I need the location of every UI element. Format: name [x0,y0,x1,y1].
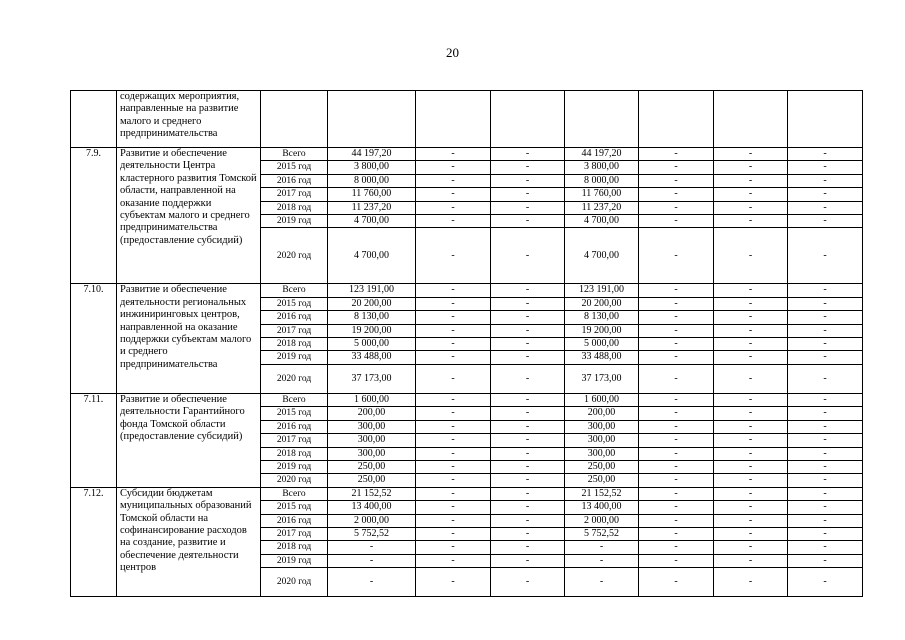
value-cell: - [416,311,491,324]
measure-name: Субсидии бюджетам муниципальных образований Томской области на софинансирование расходов на создание, развитие и обеспечение деятельности центров [117,487,261,596]
value-cell: - [714,420,788,433]
value-cell: - [639,324,714,337]
value-cell: - [416,541,491,554]
value-cell: - [491,554,565,567]
value-cell: - [416,407,491,420]
year-cell: 2015 год [261,501,328,514]
value-cell: - [788,284,863,297]
value-cell: - [416,284,491,297]
value-cell: 8 130,00 [565,311,639,324]
year-cell: Всего [261,284,328,297]
value-cell: - [491,188,565,201]
value-cell: 1 600,00 [328,393,416,406]
value-cell: - [714,568,788,597]
value-cell: - [491,474,565,487]
value-cell: - [491,148,565,161]
value-cell: - [639,568,714,597]
value-cell: - [639,460,714,473]
value-cell: 37 173,00 [328,364,416,393]
value-cell: - [491,407,565,420]
value-cell: - [565,541,639,554]
value-cell: - [416,215,491,228]
value-cell: - [714,201,788,214]
table-row [71,148,863,161]
value-cell: - [788,351,863,364]
value-cell: - [639,215,714,228]
table-row [71,284,863,297]
value-cell: - [491,161,565,174]
continuation-row [71,91,863,148]
year-cell: 2019 год [261,554,328,567]
value-cell: - [714,338,788,351]
year-cell: 2016 год [261,174,328,187]
value-cell: - [416,474,491,487]
value-cell: - [788,215,863,228]
value-cell: - [639,501,714,514]
value-cell: 8 000,00 [328,174,416,187]
value-cell: - [788,324,863,337]
value-cell: - [639,201,714,214]
value-cell: - [788,364,863,393]
value-cell: - [491,215,565,228]
value-cell: - [639,447,714,460]
value-cell: 20 200,00 [565,297,639,310]
value-cell: 44 197,20 [328,148,416,161]
value-cell: - [639,554,714,567]
value-cell: - [416,201,491,214]
value-cell: 5 000,00 [565,338,639,351]
value-cell: 8 130,00 [328,311,416,324]
value-cell: 250,00 [565,460,639,473]
value-cell: - [639,541,714,554]
value-cell: 4 700,00 [328,215,416,228]
value-cell: - [788,393,863,406]
value-cell: - [788,514,863,527]
year-cell: 2019 год [261,460,328,473]
value-cell: - [416,324,491,337]
value-cell: - [491,487,565,500]
value-cell: - [416,447,491,460]
value-cell: - [788,311,863,324]
value-cell: 300,00 [565,434,639,447]
value-cell: - [491,527,565,540]
value-cell: 3 800,00 [565,161,639,174]
value-cell: - [788,407,863,420]
value-cell: - [788,541,863,554]
value-cell: - [788,501,863,514]
value-cell: - [639,228,714,284]
value-cell: - [714,324,788,337]
value-cell: 250,00 [328,474,416,487]
year-cell: 2015 год [261,407,328,420]
value-cell: - [491,434,565,447]
value-cell: 44 197,20 [565,148,639,161]
value-cell: 300,00 [565,420,639,433]
value-cell: - [416,297,491,310]
value-cell: - [714,501,788,514]
value-cell: - [491,174,565,187]
year-cell: 2016 год [261,311,328,324]
value-cell: - [639,188,714,201]
value-cell: - [491,460,565,473]
value-cell: - [788,338,863,351]
value-cell: - [639,161,714,174]
value-cell: - [639,297,714,310]
value-cell: 11 237,20 [565,201,639,214]
value-cell: - [714,161,788,174]
value-cell: - [788,420,863,433]
value-cell: - [639,487,714,500]
budget-table [70,90,863,597]
measure-name: Развитие и обеспечение деятельности Гарантийного фонда Томской области (предоставление субсидий) [117,393,261,487]
value-cell: 4 700,00 [328,228,416,284]
value-cell: - [491,364,565,393]
year-cell: 2020 год [261,568,328,597]
value-cell: - [788,527,863,540]
section-number: 7.9. [71,148,117,284]
value-cell: - [714,434,788,447]
value-cell: - [416,393,491,406]
value-cell: 2 000,00 [565,514,639,527]
year-cell: 2019 год [261,351,328,364]
value-cell: - [639,474,714,487]
section-number: 7.12. [71,487,117,596]
value-cell: - [491,228,565,284]
value-cell: - [565,554,639,567]
year-cell: 2016 год [261,514,328,527]
value-cell: - [714,228,788,284]
value-cell: - [714,514,788,527]
value-cell: - [788,460,863,473]
year-cell: 2017 год [261,434,328,447]
value-cell: - [639,514,714,527]
table-row [71,393,863,406]
value-cell: 3 800,00 [328,161,416,174]
value-cell: - [491,501,565,514]
value-cell: 4 700,00 [565,228,639,284]
value-cell: 5 752,52 [565,527,639,540]
value-cell: 13 400,00 [328,501,416,514]
value-cell: - [491,393,565,406]
value-cell: 8 000,00 [565,174,639,187]
value-cell: - [491,541,565,554]
value-cell: - [714,215,788,228]
value-cell: - [416,568,491,597]
value-cell: 33 488,00 [328,351,416,364]
value-cell: - [416,228,491,284]
year-cell: 2017 год [261,324,328,337]
value-cell: - [416,420,491,433]
value-cell: - [491,201,565,214]
value-cell: 300,00 [328,420,416,433]
value-cell: - [491,568,565,597]
value-cell: - [491,297,565,310]
year-cell: 2015 год [261,161,328,174]
value-cell: 300,00 [328,447,416,460]
value-cell: - [714,527,788,540]
year-cell: Всего [261,393,328,406]
value-cell: - [639,174,714,187]
value-cell: - [416,364,491,393]
value-cell: - [416,487,491,500]
value-cell: - [714,393,788,406]
value-cell: - [328,541,416,554]
value-cell: - [714,474,788,487]
value-cell: - [788,568,863,597]
value-cell: 5 752,52 [328,527,416,540]
table-row [71,487,863,500]
value-cell: - [639,434,714,447]
value-cell: - [491,514,565,527]
value-cell: - [714,148,788,161]
value-cell: 11 760,00 [328,188,416,201]
value-cell: - [788,228,863,284]
value-cell: - [491,447,565,460]
value-cell: - [491,420,565,433]
value-cell: - [639,364,714,393]
value-cell: - [788,161,863,174]
value-cell: 1 600,00 [565,393,639,406]
year-cell: 2015 год [261,297,328,310]
value-cell: 250,00 [328,460,416,473]
value-cell: - [639,284,714,297]
value-cell: - [714,447,788,460]
year-cell: 2017 год [261,527,328,540]
year-cell: 2019 год [261,215,328,228]
value-cell: 2 000,00 [328,514,416,527]
value-cell: 37 173,00 [565,364,639,393]
value-cell: - [788,148,863,161]
year-cell: 2018 год [261,201,328,214]
value-cell: - [416,514,491,527]
value-cell: 19 200,00 [328,324,416,337]
value-cell: - [714,174,788,187]
year-cell: 2020 год [261,474,328,487]
value-cell: - [788,487,863,500]
year-cell: 2020 год [261,364,328,393]
value-cell: - [639,351,714,364]
value-cell: - [639,420,714,433]
measure-name: Развитие и обеспечение деятельности региональных инжиниринговых центров, направленной на оказание поддержки субъектам малого и среднего предпринимательства [117,284,261,393]
measure-name-cell: содержащих мероприятия, направленные на развитие малого и среднего предпринимательства [117,91,261,148]
value-cell: - [639,393,714,406]
value-cell: 19 200,00 [565,324,639,337]
value-cell: 11 237,20 [328,201,416,214]
value-cell: 20 200,00 [328,297,416,310]
value-cell: - [714,284,788,297]
value-cell: - [639,311,714,324]
value-cell: - [416,161,491,174]
value-cell: - [416,351,491,364]
num-cell [71,91,117,148]
value-cell: 13 400,00 [565,501,639,514]
value-cell: 123 191,00 [328,284,416,297]
year-cell: 2016 год [261,420,328,433]
table-body [71,91,863,597]
value-cell: 250,00 [565,474,639,487]
value-cell: - [491,338,565,351]
value-cell: - [639,338,714,351]
value-cell: - [714,311,788,324]
value-cell: - [788,434,863,447]
year-cell: 2017 год [261,188,328,201]
value-cell: - [714,188,788,201]
value-cell: - [714,364,788,393]
value-cell: 21 152,52 [328,487,416,500]
value-cell: - [788,474,863,487]
value-cell: 123 191,00 [565,284,639,297]
value-cell: - [416,501,491,514]
year-cell: 2018 год [261,338,328,351]
value-cell: - [714,407,788,420]
value-cell: 21 152,52 [565,487,639,500]
value-cell: - [491,324,565,337]
value-cell: 4 700,00 [565,215,639,228]
value-cell: - [416,148,491,161]
value-cell: 300,00 [328,434,416,447]
section-number: 7.11. [71,393,117,487]
value-cell: 200,00 [565,407,639,420]
value-cell: 5 000,00 [328,338,416,351]
value-cell: - [788,201,863,214]
value-cell: - [416,338,491,351]
value-cell: - [714,487,788,500]
value-cell: - [416,174,491,187]
year-cell: Всего [261,148,328,161]
value-cell: - [714,541,788,554]
value-cell: - [788,174,863,187]
value-cell: - [788,188,863,201]
value-cell: 300,00 [565,447,639,460]
value-cell: - [491,311,565,324]
section-number: 7.10. [71,284,117,393]
value-cell: - [491,351,565,364]
value-cell: - [788,554,863,567]
value-cell: - [416,460,491,473]
measure-name: Развитие и обеспечение деятельности Центра кластерного развития Томской области, направленной на оказание поддержки субъектам малого и среднего предпринимательства (предоставление субсидий) [117,148,261,284]
value-cell: - [639,527,714,540]
value-cell: - [788,297,863,310]
value-cell: - [788,447,863,460]
year-cell: 2018 год [261,541,328,554]
value-cell: - [714,351,788,364]
year-cell: 2018 год [261,447,328,460]
value-cell: - [491,284,565,297]
year-cell: 2020 год [261,228,328,284]
page-number: 20 [446,45,459,60]
value-cell: - [565,568,639,597]
value-cell: - [714,297,788,310]
value-cell: - [416,554,491,567]
value-cell: - [714,554,788,567]
value-cell: - [416,188,491,201]
value-cell: - [714,460,788,473]
year-cell: Всего [261,487,328,500]
value-cell: - [639,148,714,161]
value-cell: - [416,527,491,540]
value-cell: 200,00 [328,407,416,420]
value-cell: - [639,407,714,420]
value-cell: 11 760,00 [565,188,639,201]
value-cell: - [416,434,491,447]
value-cell: - [328,554,416,567]
value-cell: 33 488,00 [565,351,639,364]
value-cell: - [328,568,416,597]
